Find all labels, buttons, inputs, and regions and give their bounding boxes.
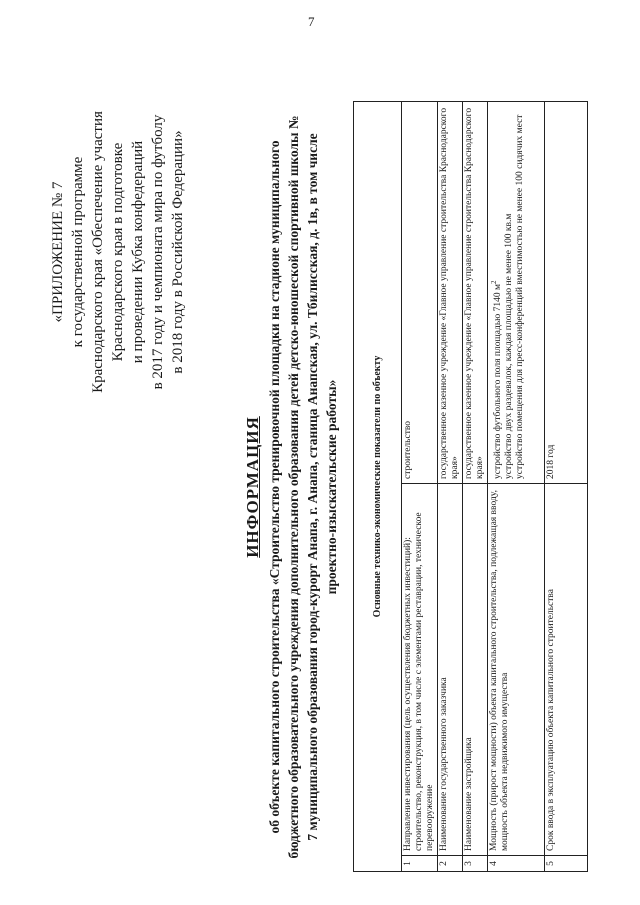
row-value: государственное казенное учреждение «Главное управление строительства Краснодарского края» bbox=[463, 102, 488, 484]
table-row bbox=[545, 102, 588, 872]
row-number: 2 bbox=[438, 856, 463, 872]
capacity-line: устройство футбольного поля площадью 7140 $м^2$ bbox=[490, 280, 504, 479]
appendix-line: к государственной программе bbox=[70, 156, 86, 348]
table-row bbox=[402, 102, 438, 872]
appendix-line: в 2018 году в Российской Федерации» bbox=[170, 130, 186, 374]
info-heading bbox=[243, 102, 341, 872]
appendix-line: Краснодарского края «Обеспечение участия bbox=[90, 111, 106, 393]
row-value: государственное казенное учреждение «Главное управление строительства Краснодарского края» bbox=[438, 102, 463, 484]
row-number: 3 bbox=[463, 856, 488, 872]
row-label: Срок ввода в эксплуатацию объекта капитального строительства bbox=[545, 484, 588, 856]
row-number: 5 bbox=[545, 856, 588, 872]
table-header: Основные технико-экономические показатели по объекту bbox=[354, 102, 402, 872]
table-row bbox=[488, 102, 545, 872]
row-label: Наименование государственного заказчика bbox=[438, 484, 463, 856]
document-title: ИНФОРМАЦИЯ bbox=[243, 416, 262, 558]
appendix-line: и проведении Кубка конфедераций bbox=[130, 140, 146, 364]
appendix-note bbox=[48, 102, 188, 402]
unit-superscript: 2 bbox=[490, 280, 498, 284]
row-label: Направление инвестирования (цель осуществления бюджетных инвестиций): строительство, реконструкция, в том числе с элементами реставрации, техническое перевооружение bbox=[402, 484, 438, 856]
appendix-line: в 2017 году и чемпионата мира по футболу bbox=[150, 114, 166, 390]
row-value: 2018 год bbox=[545, 102, 588, 484]
row-value bbox=[488, 102, 545, 484]
row-number: 4 bbox=[488, 856, 545, 872]
table-row bbox=[438, 102, 463, 872]
page-number: 7 bbox=[308, 14, 315, 29]
row-label: Наименование застройщика bbox=[463, 484, 488, 856]
appendix-line: Краснодарского края в подготовке bbox=[110, 142, 126, 362]
row-value: строительство bbox=[402, 102, 438, 484]
document-subtitle: об объекте капитального строительства «Строительство тренировочной площадки на стадионе муниципального бюджетного образовательного учреждения дополнительного образования детей детско-юношеской спортивной школы № 7 муниципального образования город-курорт Анапа, г. Анапа, станица Анапская, ул. Тбилисская, д. 1в, в том числе проектно-изыскательские работы» bbox=[267, 115, 339, 859]
row-number: 1 bbox=[402, 856, 438, 872]
table-row bbox=[463, 102, 488, 872]
capacity-line: устройство помещения для пресс-конференций вместимостью не менее 100 сидячих мест bbox=[515, 114, 526, 479]
capacity-line: устройство двух раздевалок, каждая площадью не менее 100 кв.м bbox=[504, 213, 515, 479]
row-label: Мощность (прирост мощности) объекта капитального строительства, подлежащая вводу, мощность объекта недвижимого имущества bbox=[488, 484, 545, 856]
rotated-page-content bbox=[48, 102, 588, 872]
parameters-table bbox=[353, 101, 588, 872]
appendix-line: «ПРИЛОЖЕНИЕ № 7 bbox=[50, 181, 66, 323]
